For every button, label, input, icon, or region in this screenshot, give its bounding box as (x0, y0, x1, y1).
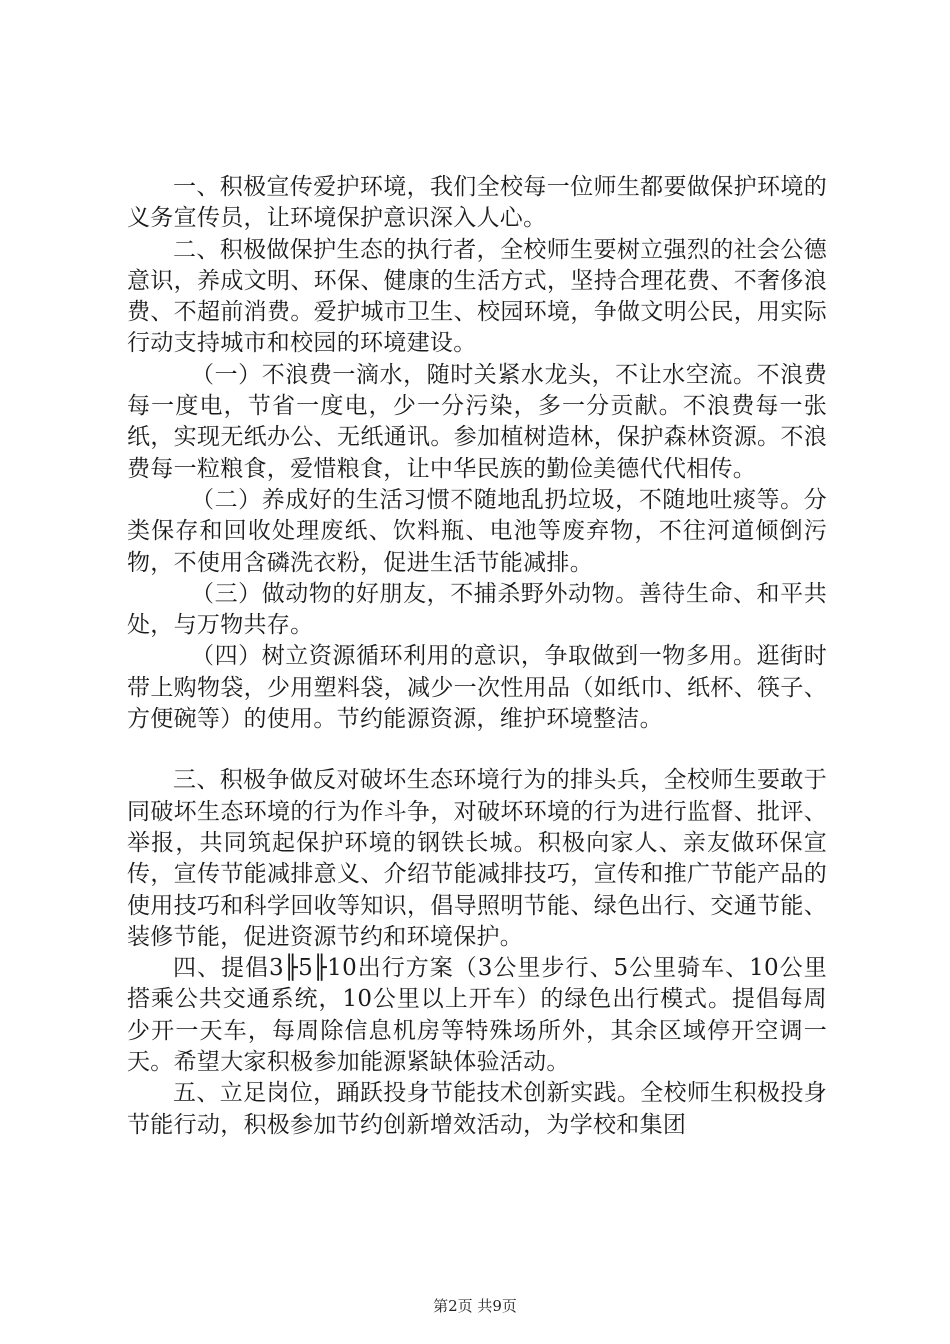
paragraph-1: 一、积极宣传爱护环境，我们全校每一位师生都要做保护环境的义务宣传员，让环境保护意识深入人心。 (127, 174, 827, 232)
paragraph-sub-3: （三）做动物的好朋友，不捕杀野外动物。善待生命、和平共处，与万物共存。 (127, 580, 827, 639)
paragraph-sub-4: （四）树立资源循环利用的意识，争取做到一物多用。逛街时带上购物袋，少用塑料袋，减少一次性用品（如纸巾、纸杯、筷子、方便碗等）的使用。节约能源资源，维护环境整洁。 (127, 643, 827, 733)
page-number-footer: 第2页 共9页 (433, 1297, 517, 1315)
paragraph-2: 二、积极做保护生态的执行者，全校师生要树立强烈的社会公德意识，养成文明、环保、健康的生活方式，坚持合理花费、不奢侈浪费、不超前消费。爱护城市卫生、校园环境，争做文明公民，用实际行动支持城市和校园的环境建设。 (127, 236, 827, 357)
paragraph-5: 五、立足岗位，踊跃投身节能技术创新实践。全校师生积极投身节能行动，积极参加节约创新增效活动，为学校和集团 (127, 1080, 827, 1138)
paragraph-4: 四、提倡3╟5╟10出行方案（3公里步行、5公里骑车、10公里搭乘公共交通系统，10公里以上开车）的绿色出行模式。提倡每周少开一天车，每周除信息机房等特殊场所外，其余区域停开空调一天。希望大家积极参加能源紧缺体验活动。 (127, 955, 827, 1076)
paragraph-3: 三、积极争做反对破坏生态环境行为的排头兵，全校师生要敢于同破坏生态环境的行为作斗争，对破坏环境的行为进行监督、批评、举报，共同筑起保护环境的钢铁长城。积极向家人、亲友做环保宣传，宣传节能减排意义、介绍节能减排技巧，宣传和推广节能产品的使用技巧和科学回收等知识，倡导照明节能、绿色出行、交通节能、装修节能，促进资源节约和环境保护。 (127, 767, 827, 950)
paragraph-sub-1: （一）不浪费一滴水，随时关紧水龙头，不让水空流。不浪费每一度电，节省一度电，少一分污染，多一分贡献。不浪费每一张纸，实现无纸办公、无纸通讯。参加植树造林，保护森林资源。不浪费每一粒粮食，爱惜粮食，让中华民族的勤俭美德代代相传。 (127, 361, 827, 482)
document-body (127, 172, 827, 1141)
paragraph-sub-2: （二）养成好的生活习惯不随地乱扔垃圾，不随地吐痰等。分类保存和回收处理废纸、饮料瓶、电池等废弃物，不往河道倾倒污物，不使用含磷洗衣粉，促进生活节能减排。 (127, 486, 827, 576)
